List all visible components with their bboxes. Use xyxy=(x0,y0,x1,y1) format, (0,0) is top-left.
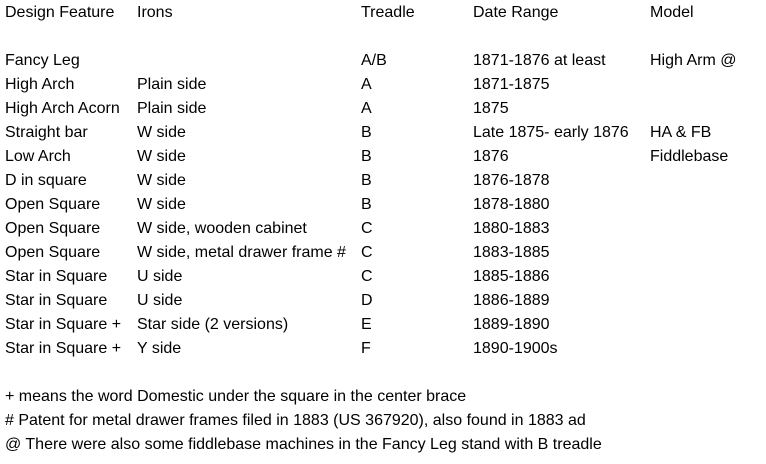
header-model: Model xyxy=(650,4,694,21)
cell-treadle: C xyxy=(361,244,373,261)
cell-model: Fiddlebase xyxy=(650,148,729,165)
cell-design-feature: D in square xyxy=(5,172,87,189)
cell-design-feature: Star in Square xyxy=(5,292,108,309)
table-row xyxy=(0,49,766,73)
header-treadle: Treadle xyxy=(361,4,415,21)
cell-design-feature: Star in Square + xyxy=(5,340,122,357)
cell-irons: Plain side xyxy=(137,76,207,93)
cell-date-range: 1890-1900s xyxy=(473,340,558,357)
footnote-hash: # Patent for metal drawer frames filed in 1883 (US 367920), also found in 1883 ad xyxy=(5,412,586,429)
cell-treadle: B xyxy=(361,196,372,213)
table-row xyxy=(0,313,766,337)
table-row xyxy=(0,241,766,265)
cell-date-range: 1883-1885 xyxy=(473,244,550,261)
cell-irons: W side, metal drawer frame # xyxy=(137,244,346,261)
cell-treadle: E xyxy=(361,316,372,333)
cell-design-feature: Straight bar xyxy=(5,124,88,141)
cell-date-range: 1876 xyxy=(473,148,509,165)
cell-date-range: 1886-1889 xyxy=(473,292,550,309)
table-row xyxy=(0,97,766,121)
header-irons: Irons xyxy=(137,4,173,21)
cell-irons: Plain side xyxy=(137,100,207,117)
cell-date-range: 1885-1886 xyxy=(473,268,550,285)
cell-irons: W side xyxy=(137,124,186,141)
cell-irons: U side xyxy=(137,292,183,309)
table-row xyxy=(0,337,766,361)
cell-design-feature: High Arch Acorn xyxy=(5,100,120,117)
cell-design-feature: Open Square xyxy=(5,244,101,261)
table-row xyxy=(0,121,766,145)
table-row xyxy=(0,145,766,169)
cell-design-feature: Low Arch xyxy=(5,148,71,165)
table-row xyxy=(0,193,766,217)
cell-irons: Y side xyxy=(137,340,182,357)
table-row xyxy=(0,217,766,241)
footnote-at: @ There were also some fiddlebase machines in the Fancy Leg stand with B treadle xyxy=(5,436,602,453)
cell-treadle: F xyxy=(361,340,371,357)
footnote-plus: + means the word Domestic under the square in the center brace xyxy=(5,388,467,405)
cell-date-range: 1880-1883 xyxy=(473,220,550,237)
cell-irons: Star side (2 versions) xyxy=(137,316,289,333)
table-row xyxy=(0,265,766,289)
cell-design-feature: High Arch xyxy=(5,76,75,93)
cell-design-feature: Fancy Leg xyxy=(5,52,80,69)
cell-irons: W side xyxy=(137,148,186,165)
cell-treadle: D xyxy=(361,292,373,309)
cell-design-feature: Star in Square + xyxy=(5,316,122,333)
cell-date-range: 1876-1878 xyxy=(473,172,550,189)
table-row xyxy=(0,169,766,193)
cell-date-range: 1875 xyxy=(473,100,509,117)
table-row xyxy=(0,73,766,97)
cell-treadle: C xyxy=(361,268,373,285)
cell-date-range: 1871-1875 xyxy=(473,76,550,93)
cell-date-range: 1889-1890 xyxy=(473,316,550,333)
cell-irons: W side, wooden cabinet xyxy=(137,220,307,237)
cell-irons: W side xyxy=(137,172,186,189)
cell-irons: W side xyxy=(137,196,186,213)
cell-treadle: B xyxy=(361,124,372,141)
cell-date-range: 1871-1876 at least xyxy=(473,52,606,69)
cell-treadle: A xyxy=(361,100,372,117)
cell-treadle: A xyxy=(361,76,372,93)
cell-treadle: C xyxy=(361,220,373,237)
cell-model: HA & FB xyxy=(650,124,712,141)
cell-irons: U side xyxy=(137,268,183,285)
header-design-feature: Design Feature xyxy=(5,4,115,21)
cell-design-feature: Star in Square xyxy=(5,268,108,285)
cell-date-range: Late 1875- early 1876 xyxy=(473,124,629,141)
header-date-range: Date Range xyxy=(473,4,559,21)
table-row xyxy=(0,289,766,313)
cell-treadle: B xyxy=(361,148,372,165)
cell-design-feature: Open Square xyxy=(5,220,101,237)
cell-model: High Arm @ xyxy=(650,52,737,69)
cell-design-feature: Open Square xyxy=(5,196,101,213)
header-row xyxy=(0,1,766,25)
cell-treadle: B xyxy=(361,172,372,189)
cell-treadle: A/B xyxy=(361,52,387,69)
cell-date-range: 1878-1880 xyxy=(473,196,550,213)
